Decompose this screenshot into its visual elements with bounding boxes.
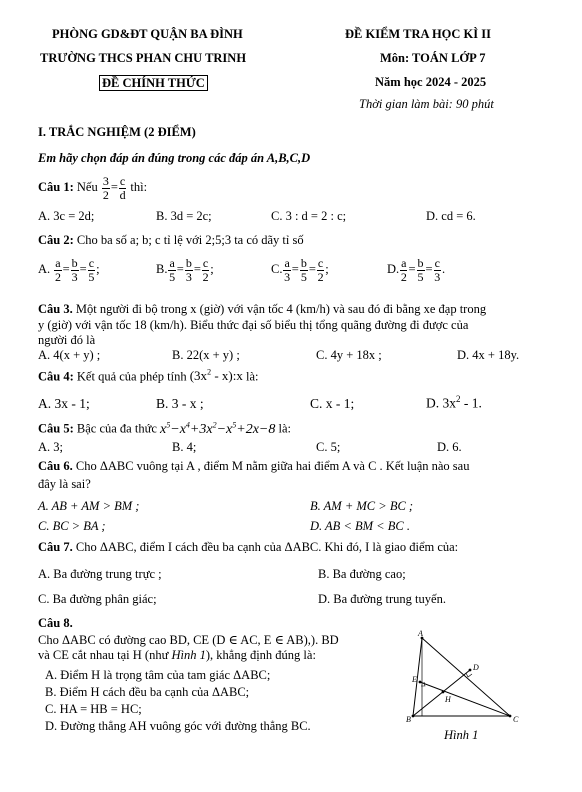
question-label: Câu 7. [38,540,73,554]
fraction: $\frac{3}{2}$ [102,174,109,202]
point-a-label: A [418,629,423,638]
question-text: đây là sai? [38,477,91,491]
question-text: Cho ba số a; b; c tỉ lệ với 2;5;3 ta có dãy tỉ số [76,233,304,247]
question-text: là: [245,369,259,384]
option-b[interactable]: B. 3d = 2c; [156,209,212,223]
question-text: thì: [130,180,148,194]
school-name: TRƯỜNG THCS PHAN CHU TRINH [40,51,247,65]
question-label: Câu 2: [38,233,74,247]
question-text: Kết quả của phép tính [76,369,187,384]
point-h-label: H [445,695,451,704]
option-a[interactable]: A. 4(x + y) ; [38,348,101,362]
option-d[interactable]: D. Đường thẳng AH vuông góc với đường thẳng BC. [45,719,311,733]
question-1: Câu 1: Nếu $\frac{3}{2}$ = $\frac{c}{d}$ thì: [38,174,148,202]
exam-duration: Thời gian làm bài: 90 phút [359,97,494,111]
school-year: Năm học 2024 - 2025 [375,75,487,89]
option-b[interactable]: B. Ba đường cao; [318,567,406,581]
option-b[interactable]: B. 4; [172,440,197,454]
question-2 [38,233,304,248]
option-b[interactable]: B. Điểm H cách đều ba cạnh của ΔABC; [45,685,250,699]
option-b[interactable]: B. 3 - x ; [156,396,204,411]
question-text: và CE cắt nhau tại H (như Hình 1), khẳng định đúng là: [38,648,316,662]
option-b[interactable]: B. $\frac{a}{5}$ = $\frac{b}{3}$ = $\frac{c}{2}$ ; [156,256,214,284]
option-a[interactable]: A. Điểm H là trọng tâm của tam giác ΔABC; [45,668,271,682]
right-angle-d [466,673,472,677]
option-a[interactable]: A. $\frac{a}{2}$ = $\frac{b}{3}$ = $\frac{c}{5}$ ; [38,256,100,284]
question-7 [38,540,458,555]
option-d[interactable]: D. Ba đường trung tuyến. [318,592,446,606]
section-title: I. TRẮC NGHIỆM (2 ĐIỂM) [38,125,196,139]
question-label: Câu 1: [38,180,74,194]
option-c[interactable]: C. 5; [316,440,341,454]
point-d-label: D [473,663,479,672]
question-text: Cho ΔABC vuông tại A , điểm M nằm giữa hai điểm A và C . Kết luận nào sau [75,459,470,473]
question-label: Câu 5: [38,421,74,436]
option-c[interactable]: C. Ba đường phân giác; [38,592,157,606]
polynomial: $x^5-x^4+3x^2-x^5+2x-8$ [160,420,276,437]
question-text: Bậc của đa thức [76,421,157,436]
question-5 [38,420,291,438]
option-a[interactable]: A. 3; [38,440,63,454]
point-c-label: C [513,715,519,724]
altitude-bd [413,670,470,716]
option-b[interactable]: B. 22(x + y) ; [172,348,240,362]
option-a[interactable]: A. 3c = 2d; [38,209,95,223]
question-4 [38,368,258,384]
triangle-figure [406,629,530,732]
question-label: Câu 4: [38,369,74,384]
question-text: Một người đi bộ trong x (giờ) với vận tốc 4 (km/h) và sau đó đi bằng xe đạp trong [75,302,487,316]
option-a[interactable]: A. Ba đường trung trực ; [38,567,162,581]
option-a[interactable]: A. AB + AM > BM ; [38,499,140,513]
question-label: Câu 3. [38,302,73,316]
question-3 [38,302,486,317]
option-d[interactable]: D. AB < BM < BC . [310,519,410,533]
exam-title: ĐỀ KIỂM TRA HỌC KÌ II [345,27,491,41]
option-d[interactable]: D. $3x^2 - 1$. [426,394,482,411]
department-name: PHÒNG GD&ĐT QUẬN BA ĐÌNH [52,27,243,41]
question-text: Cho ΔABC có đường cao BD, CE (D ∈ AC, E ∈ AB),). BD [38,633,339,647]
point-e-label: E [412,675,417,684]
question-label: Câu 8. [38,616,73,630]
question-text: là: [278,421,291,436]
exam-subject: Môn: TOÁN LỚP 7 [380,51,486,65]
section-instruction: Em hãy chọn đáp án đúng trong các đáp án A,B,C,D [38,151,311,165]
option-a[interactable]: A. 3x - 1; [38,396,90,411]
question-text: y (giờ) với vận tốc 18 (km/h). Biểu thức đại số biểu thị tổng quãng đường đi được của [38,318,469,332]
figure-caption: Hình 1 [444,728,479,742]
option-c[interactable]: C. $\frac{a}{3}$ = $\frac{b}{5}$ = $\frac{c}{2}$ ; [271,256,329,284]
option-d[interactable]: D. $\frac{a}{2}$ = $\frac{b}{5}$ = $\frac{c}{3}$ . [387,256,446,284]
option-b[interactable]: B. AM + MC > BC ; [310,499,414,513]
math-expression: ($3x^2$ - x):x [189,368,243,384]
option-c[interactable]: C. 3 : d = 2 : c; [271,209,347,223]
question-text: người đó là [38,333,96,347]
official-label: ĐỀ CHÍNH THỨC [99,75,208,91]
question-label: Câu 6. [38,459,73,473]
option-c[interactable]: C. HA = HB = HC; [45,702,142,716]
option-d[interactable]: D. cd = 6. [426,209,476,223]
question-text: Nếu [76,180,98,194]
question-text: Cho ΔABC, điểm I cách đều ba cạnh của ΔABC. Khi đó, I là giao điểm của: [75,540,459,554]
option-d[interactable]: D. 6. [437,440,462,454]
fraction: $\frac{c}{d}$ [119,174,126,202]
option-c[interactable]: C. x - 1; [310,396,355,411]
question-6 [38,459,469,474]
option-c[interactable]: C. 4y + 18x ; [316,348,382,362]
option-c[interactable]: C. BC > BA ; [38,519,106,533]
point-b-label: B [406,715,411,724]
option-d[interactable]: D. 4x + 18y. [457,348,520,362]
